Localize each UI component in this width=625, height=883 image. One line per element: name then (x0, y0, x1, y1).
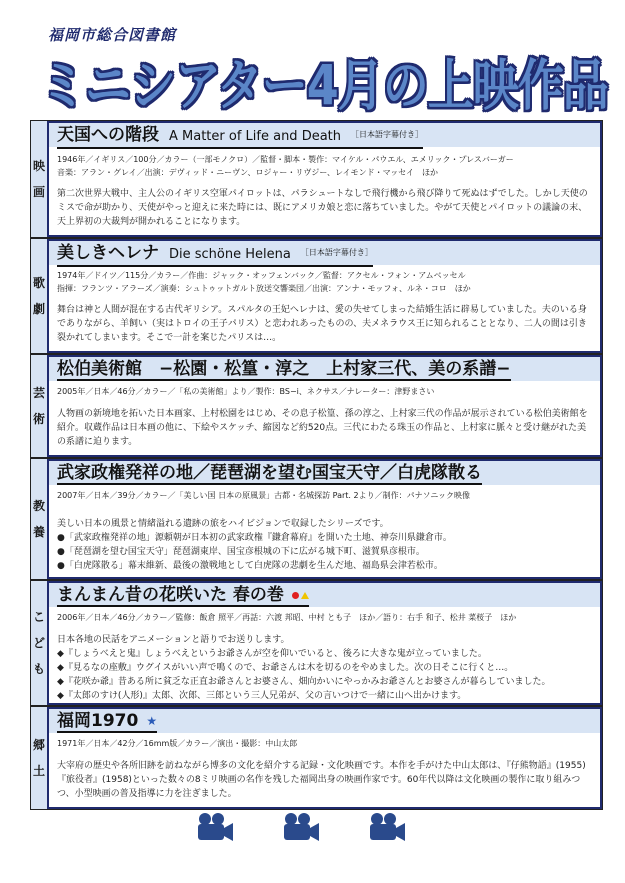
section-culture (30, 458, 603, 580)
credits: 1946年／イギリス／100分／カラー（一部モノクロ）／監督・脚本・製作：マイケル・パウエル、エメリック・プレスバーガー 音楽：アラン・グレイ／出演：デヴィッド・ニーヴン、ロジャー・リヴジー、レイモンド・マッセイ ほか (57, 155, 514, 177)
page-title: ミニシアター4月の上映作品 (40, 52, 608, 118)
film-title: 美しきヘレナ Die schöne Helena ［日本語字幕付き］ (57, 243, 373, 267)
film-subtitle: A Matter of Life and Death (169, 129, 342, 144)
description: 大宰府の歴史や各所旧跡を訪ねながら博多の文化を紹介する記録・文化映画です。本作を手がけた中山太郎は、『仔熊物語』(1955)『旅役者』(1958)といった数々の8ミリ映画の名作を残した福岡出身の映画作家です。60年代以降は文化映画の製作に取り組みつつ、小型映画の普及指導に力を注ぎました。 (57, 761, 586, 799)
credits: 2007年／日本／39分／カラー／「美しい国 日本の原風景」古都・名城探訪 Part. 2より／制作：パナソニック映像 (57, 491, 471, 500)
film-title: 松伯美術館 −松園・松篁・淳之 上村家三代、美の系譜− (57, 359, 511, 379)
credits: 2005年／日本／46分／カラー／「私の美術館」より／製作：BS−i、ネクサス／ナレーター：津野まさい (57, 387, 435, 396)
credits: 2006年／日本／46分／カラー／監修：飯倉 照平／再話：六渡 邦昭、中村 とも子 ほか／語り：右手 和子、松井 菜桜子 ほか (57, 613, 517, 622)
section-film (30, 120, 603, 238)
category-label: 芸 術 (31, 355, 48, 457)
red-dot-icon (292, 592, 299, 599)
film-title: 福岡1970 ★ (57, 711, 158, 731)
film-title: まんまん昔の花咲いた 春の巻 (57, 585, 309, 607)
subtitle-tag: ［日本語字幕付き］ (300, 248, 373, 257)
description: 舞台は神と人間が混在する古代ギリシア。スパルタの王妃ヘレナは、愛の失せてしまった結婚生活に辟易していました。夫のいる身でありながら、羊飼い（実はトロイの王子パリス）と恋われあったものの、夫メネラウス王に知られることとなり、二人の間は引き裂かれてしまいます。そこで一計を案じたパリスは…。 (57, 305, 587, 343)
section-art (30, 354, 603, 458)
film-title: 天国への階段 A Matter of Life and Death ［日本語字幕付き］ (57, 125, 423, 149)
category-label: 教 養 (31, 459, 48, 579)
credits: 1971年／日本／42分／16mm版／カラー／演出・撮影：中山太郎 (57, 739, 298, 748)
film-title: 武家政権発祥の地／琵琶湖を望む国宝天守／白虎隊散る (57, 463, 482, 483)
star-icon: ★ (146, 714, 158, 728)
video-camera-icon (282, 812, 320, 844)
program-list (30, 120, 603, 810)
description: 人物画の新境地を拓いた日本画家、上村松園をはじめ、その息子松篁、孫の淳之、上村家三代の作品が展示されている松伯美術館を紹介。収蔵作品は日本画の他に、下絵やスケッチ、縮図など約520点。三代にわたる珠玉の作品と、上村家に脈々と受け継がれた美の系譜に迫ります。 (57, 409, 588, 447)
section-opera (30, 238, 603, 354)
category-label: 郷 土 (31, 707, 48, 809)
video-camera-icon (368, 812, 406, 844)
section-kids (30, 580, 603, 706)
decoration-row (0, 812, 625, 852)
description: 美しい日本の風景と情緒溢れる遺跡の旅をハイビジョンで収録したシリーズです。 ●「武家政権発祥の地」源頼朝が日本初の武家政権『鎌倉幕府』を開いた土地、神奈川県鎌倉市。 ●「琵琶湖を望む国宝天守」琵琶湖東岸、国宝彦根城の下に広がる城下町、滋賀県彦根市。 ●「白虎隊散る」幕末維新、最後の激戦地として白虎隊の悲劇を生んだ地、福島県会津若松市。 (57, 519, 452, 571)
description: 第二次世界大戦中、主人公のイギリス空軍パイロットは、パラシュートなしで飛行機から飛び降りて死ぬはずでした。しかし天使のミスで命が助かり、天使がやっと迎えに来た時には、既にアメリカ娘と恋に落ちていました。やがて天使とパイロットの議論の末、天上界初の大裁判が開かれることになります。 (57, 189, 588, 227)
category-label: 歌 劇 (31, 239, 48, 353)
category-label: こ ど も (31, 581, 48, 705)
film-subtitle: Die schöne Helena (169, 247, 291, 262)
library-name: 福岡市総合図書館 (48, 26, 177, 44)
description: 日本各地の民話をアニメーションと語りでお送りします。 ◆『しょうべえと鬼』しょうべえというお爺さんが空を仰いでいると、後ろに大きな鬼が立っていました。 ◆『見るなの座敷』ウグイスがいい声で鳴くので、お爺さんは木を切るのをやめました。次の日そこに行くと…。 ◆『花咲か爺』昔ある所に貧乏な正直お爺さんとお婆さん、畑向かいにやっかみお爺さんとお婆さんが暮らしていました。 ◆『太郎のすけ(人形)』太郎、次郎、三郎という三人兄弟が、父の言いつけで一緒に山へ出かけます。 (57, 635, 551, 701)
yellow-triangle-icon (301, 592, 309, 599)
video-camera-icon (196, 812, 234, 844)
credits: 1974年／ドイツ／115分／カラー／作曲：ジャック・オッフェンバック／監督：アクセル・フォン・アムベッセル 指揮：フランツ・アラーズ／演奏：シュトゥットガルト放送交響楽団／出演：アンナ・モッフォ、ルネ・コロ ほか (57, 271, 471, 293)
subtitle-tag: ［日本語字幕付き］ (351, 130, 424, 139)
section-local (30, 706, 603, 810)
category-label: 映 画 (31, 121, 48, 237)
